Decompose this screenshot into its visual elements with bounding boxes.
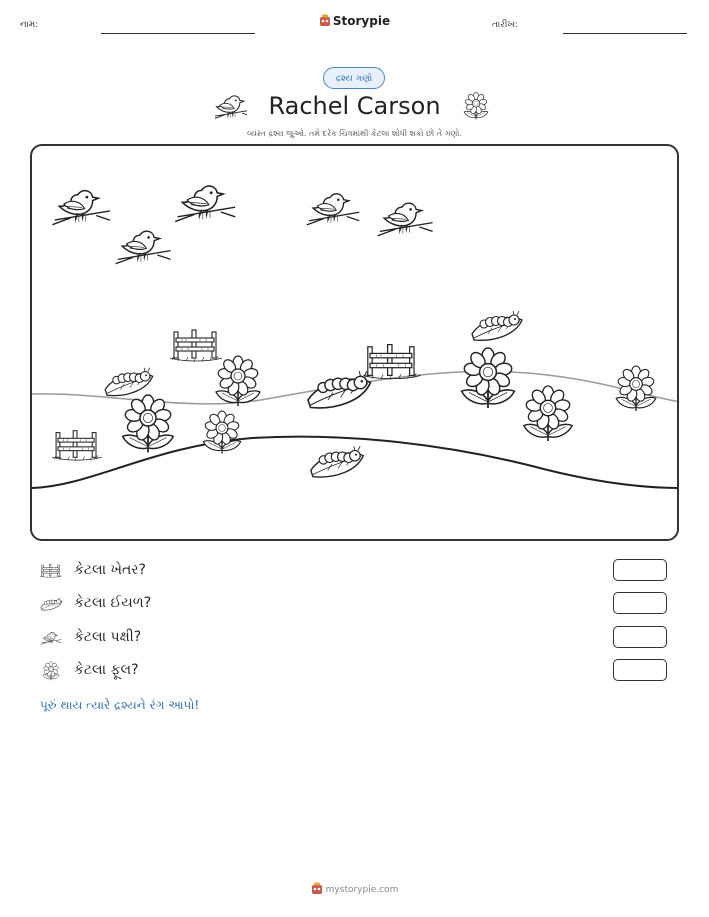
caterpillar-3 [472,311,522,340]
question-text: કેટલા પક્ષી? [74,629,142,645]
flower-4 [462,348,515,408]
flower-icon [40,661,62,681]
bird-2 [116,231,171,264]
fence-3 [52,431,101,461]
flower-2 [123,395,174,453]
date-line[interactable] [563,33,687,34]
flower-5 [524,386,572,441]
storypie-logo-icon [319,14,331,27]
fence-icon [40,561,62,581]
date-label: તારીખ: [492,20,518,30]
answer-box-fence[interactable] [613,559,667,581]
bird-icon [40,628,62,648]
page-title: Rachel Carson [268,92,441,120]
coloring-prompt: પૂરું થાય ત્યારે દ્રશ્યને રંગ આપો! [40,698,200,712]
flower-icon [463,91,489,121]
name-line[interactable] [101,33,255,34]
counting-scene [30,144,679,541]
fence-1 [170,330,222,362]
brand-name: Storypie [332,14,391,28]
question-fence [40,559,670,583]
caterpillar-4 [311,446,364,477]
caterpillar-icon [40,594,62,614]
bird-5 [378,203,433,236]
instructions: વ્યસ્ત દ્રશ્ય જુઓ. તમે દરેક ચિત્રમાંથી કેટલા શોધી શકો છો તે ગણો. [247,129,462,138]
scene-illustration [32,146,679,541]
activity-badge: દ્રશ્ય ગણો [323,67,385,89]
caterpillar-2 [308,371,371,408]
question-caterpillar [40,592,670,616]
bird-3 [175,186,235,222]
flower-3 [203,411,240,454]
answer-box-caterpillar[interactable] [613,592,667,614]
brand-logo [0,14,709,28]
answer-box-bird[interactable] [613,626,667,648]
bird-1 [52,191,110,225]
flower-1 [216,356,260,406]
footer [0,882,709,895]
fence-2 [363,345,420,380]
answer-box-flower[interactable] [613,659,667,681]
caterpillar-1 [105,368,153,396]
question-text: કેટલા ઈયળ? [74,595,152,611]
question-flower [40,659,670,683]
storypie-logo-icon [311,882,323,895]
bird-4 [307,194,360,225]
question-text: કેટલા ફૂલ? [74,662,139,678]
name-label: નામ: [20,20,39,30]
flower-6 [616,366,656,411]
question-text: કેટલા ખેતર? [74,562,146,578]
footer-url[interactable]: mystorypie.com [325,885,399,895]
question-bird [40,626,670,650]
